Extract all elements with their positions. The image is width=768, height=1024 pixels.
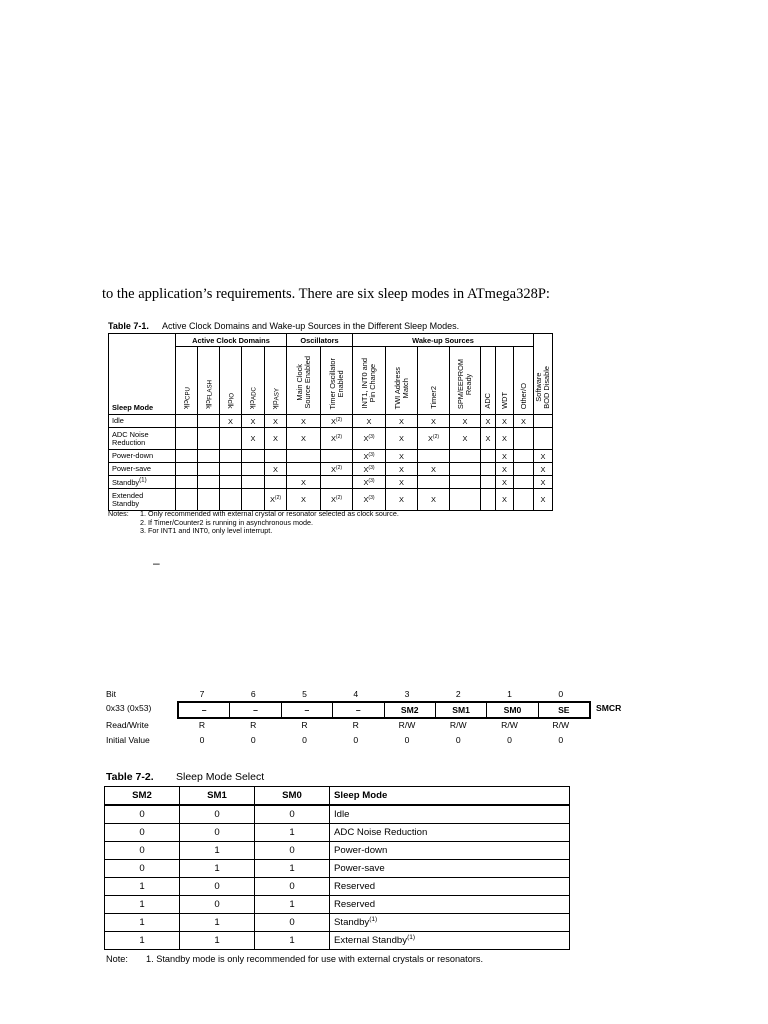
table-cell — [265, 450, 287, 463]
table1-caption — [108, 321, 459, 331]
reg-rw-value: R/W — [398, 720, 416, 730]
table2-note — [106, 954, 483, 964]
table1-title: Active Clock Domains and Wake-up Sources in the Different Sleep Modes. — [162, 321, 460, 331]
sleep-mode-header: Sleep Mode — [109, 334, 176, 415]
bit-value-cell: 1 — [255, 860, 330, 878]
table-cell — [481, 476, 496, 489]
table-cell: $X^{(2)}$ — [265, 489, 287, 511]
table-row — [105, 805, 570, 824]
table-cell — [198, 428, 220, 450]
table-cell: $X^{(3)}$ — [353, 463, 386, 476]
sleep-mode-row — [109, 450, 553, 463]
note-text: 1. Standby mode is only recommended for use with external crystals or resonators. — [146, 954, 484, 964]
reg-rw-value: R — [301, 720, 308, 730]
reg-initial-value: 0 — [353, 735, 359, 745]
table-cell — [176, 476, 198, 489]
table-cell — [176, 428, 198, 450]
bit-value-cell: 1 — [180, 914, 255, 932]
table2-caption — [106, 771, 264, 783]
sleep-mode-name: Standby$^{(1)}$ — [109, 476, 176, 489]
reg-bit-field: SE — [538, 703, 589, 717]
table-cell: X — [287, 476, 321, 489]
table-cell: $X^{(2)}$ — [321, 428, 353, 450]
col-spm-eeprom: SPM/EEPROM Ready — [450, 347, 481, 415]
oscillators-header: Oscillators — [287, 334, 353, 347]
table-cell: X — [287, 489, 321, 511]
table-cell: X — [496, 476, 514, 489]
table-cell: X — [386, 428, 418, 450]
table-cell — [220, 450, 242, 463]
col-wdt: WDT — [496, 347, 514, 415]
col-clk-asy: clk$_{ASY}$ — [265, 347, 287, 415]
table-cell: X — [496, 489, 514, 511]
table-cell — [198, 415, 220, 428]
table-cell — [220, 428, 242, 450]
note-3: 3. For INT1 and INT0, only level interrupt. — [140, 526, 273, 536]
reg-label-bit: Bit — [106, 689, 117, 699]
table-cell — [534, 415, 553, 428]
sm0-header: SM0 — [255, 787, 330, 806]
bit-value-cell: 1 — [105, 932, 180, 950]
table1-notes — [108, 510, 399, 536]
sleep-mode-cell: Power-save — [330, 860, 570, 878]
table-row — [105, 932, 570, 950]
sleep-mode-select-table — [104, 786, 570, 950]
reg-bit-number: 4 — [353, 689, 359, 699]
sleep-mode-cell: Reserved — [330, 896, 570, 914]
reg-label-initial: Initial Value — [106, 735, 150, 745]
bit-value-cell: 0 — [105, 842, 180, 860]
table-cell: X — [386, 450, 418, 463]
col-twi-address: TWI Address Match — [386, 347, 418, 415]
col-int-pin-change: INT1, INT0 and Pin Change — [353, 347, 386, 415]
reg-rw-value: R — [198, 720, 206, 730]
sleep-mode-cell: ADC Noise Reduction — [330, 824, 570, 842]
table-cell: X — [418, 415, 450, 428]
col-timer-osc: Timer Oscillator Enabled — [321, 347, 353, 415]
table-cell — [287, 450, 321, 463]
table-cell: X — [534, 450, 553, 463]
intro-paragraph: to the application’s requirements. There are six sleep modes in ATmega328P: — [102, 286, 550, 302]
table-cell: $X^{(2)}$ — [321, 489, 353, 511]
sleep-mode-cell: Idle — [330, 805, 570, 824]
reg-bit-number: 2 — [455, 689, 461, 699]
table-cell: X — [481, 415, 496, 428]
sleep-mode-row — [109, 489, 553, 511]
table-cell — [176, 450, 198, 463]
table-cell: X — [534, 476, 553, 489]
reg-bit-field: SM2 — [384, 703, 435, 717]
table-cell: $X^{(2)}$ — [321, 415, 353, 428]
table-cell: X — [386, 463, 418, 476]
sleep-mode-cell: Standby$^{(1)}$ — [330, 914, 570, 932]
sleep-mode-cell: Reserved — [330, 878, 570, 896]
table-cell: X — [242, 428, 265, 450]
sleep-mode-row — [109, 463, 553, 476]
reg-bit-field: – — [229, 703, 280, 717]
table-cell — [514, 476, 534, 489]
bit-value-cell: 1 — [105, 896, 180, 914]
table-cell: $X^{(3)}$ — [353, 428, 386, 450]
active-clock-domains-header: Active Clock Domains — [176, 334, 287, 347]
table-cell: X — [418, 489, 450, 511]
table-cell: $X^{(2)}$ — [418, 428, 450, 450]
table-cell: X — [287, 415, 321, 428]
note-1: 1. Only recommended with external crystal or resonator selected as clock source. — [140, 509, 399, 518]
table-cell — [450, 489, 481, 511]
sm2-header: SM2 — [105, 787, 180, 806]
table-cell: $X^{(3)}$ — [353, 489, 386, 511]
table-cell: X — [418, 463, 450, 476]
reg-bit-number: 0 — [558, 689, 564, 699]
reg-rw-value: R/W — [501, 720, 518, 730]
notes-label: Notes: — [108, 509, 129, 518]
table-cell — [514, 450, 534, 463]
table1-label: Table 7-1. — [108, 321, 149, 331]
table-row — [105, 896, 570, 914]
table-cell — [418, 450, 450, 463]
bit-value-cell: 0 — [105, 824, 180, 842]
reg-bit-number: 5 — [302, 689, 307, 699]
reg-bit-field: SM0 — [486, 703, 537, 717]
table-cell — [198, 489, 220, 511]
table-cell — [265, 476, 287, 489]
reg-rw-value: R — [352, 720, 359, 730]
table-cell: X — [353, 415, 386, 428]
col-clk-io: clk$_{IO}$ — [220, 347, 242, 415]
table-cell: X — [496, 428, 514, 450]
reg-initial-value: 0 — [507, 735, 512, 745]
table-cell — [198, 463, 220, 476]
table-cell — [481, 463, 496, 476]
reg-label-rw: Read/Write — [106, 720, 149, 730]
table-cell — [514, 463, 534, 476]
register-bit-fields — [177, 701, 591, 719]
wakeup-sources-header: Wake-up Sources — [353, 334, 534, 347]
table-cell: X — [450, 415, 481, 428]
sleep-mode-cell: External Standby$^{(1)}$ — [330, 932, 570, 950]
bit-value-cell: 0 — [180, 805, 255, 824]
table-cell: X — [496, 415, 514, 428]
sleep-mode-name: Power-down — [109, 450, 176, 463]
table-cell — [481, 450, 496, 463]
sleep-mode-name: ADC Noise Reduction — [109, 428, 176, 450]
table2-label: Table 7-2. — [106, 771, 154, 783]
bit-value-cell: 1 — [180, 860, 255, 878]
table-cell: X — [496, 463, 514, 476]
table-cell: X — [514, 415, 534, 428]
table2-title: Sleep Mode Select — [176, 771, 265, 783]
table-cell: X — [496, 450, 514, 463]
reg-bit-field: – — [201, 705, 207, 715]
sm1-header: SM1 — [180, 787, 255, 806]
register-name: SMCR — [596, 703, 622, 713]
reg-bit-number: 1 — [507, 689, 512, 699]
col-clk-adc: clk$_{ADC}$ — [242, 347, 265, 415]
bit-value-cell: 0 — [180, 878, 255, 896]
reg-bit-number: 3 — [404, 689, 410, 699]
table-cell: X — [481, 428, 496, 450]
sleep-modes-table — [108, 333, 553, 511]
sleep-mode-name: Extended Standby — [109, 489, 176, 511]
bit-value-cell: 0 — [180, 896, 255, 914]
table-cell — [176, 415, 198, 428]
reg-rw-value: R/W — [552, 720, 570, 730]
reg-bit-number: 7 — [199, 689, 205, 699]
reg-label-address: 0x33 (0x53) — [106, 703, 152, 713]
table-row — [105, 914, 570, 932]
table-row — [105, 860, 570, 878]
bit-value-cell: 1 — [255, 896, 330, 914]
table-cell — [242, 463, 265, 476]
sleep-mode-name: Idle — [109, 415, 176, 428]
col-clk-cpu: clk$_{CPU}$ — [176, 347, 198, 415]
reg-initial-value: 0 — [404, 735, 410, 745]
table-cell: X — [450, 428, 481, 450]
table-cell: $X^{(2)}$ — [321, 463, 353, 476]
table-cell — [534, 428, 553, 450]
table-cell: X — [265, 415, 287, 428]
bit-value-cell: 0 — [255, 842, 330, 860]
table-row — [105, 878, 570, 896]
dash-mark: – — [153, 556, 160, 570]
col-timer2: Timer2 — [418, 347, 450, 415]
col-main-clock: Main Clock Source Enabled — [287, 347, 321, 415]
table-cell — [176, 489, 198, 511]
table-cell: X — [534, 463, 553, 476]
bit-value-cell: 1 — [105, 878, 180, 896]
table-cell — [514, 428, 534, 450]
table-cell: X — [265, 428, 287, 450]
table-cell — [321, 476, 353, 489]
note-2: 2. If Timer/Counter2 is running in asynchronous mode. — [140, 517, 313, 527]
table-cell — [418, 476, 450, 489]
table-cell: $X^{(3)}$ — [353, 450, 386, 463]
table-cell — [242, 450, 265, 463]
table-cell — [287, 463, 321, 476]
table-cell — [450, 463, 481, 476]
table-cell — [198, 476, 220, 489]
table-cell: X — [386, 489, 418, 511]
table-cell: X — [242, 415, 265, 428]
note-label: Note: — [106, 954, 128, 964]
table-cell — [176, 463, 198, 476]
reg-rw-value: R — [250, 720, 257, 730]
reg-rw-value: R/W — [449, 720, 467, 730]
table-cell — [321, 450, 353, 463]
table-cell — [514, 489, 534, 511]
bit-value-cell: 1 — [180, 842, 255, 860]
table-cell — [450, 476, 481, 489]
sleep-mode-row — [109, 428, 553, 450]
table-row — [105, 842, 570, 860]
reg-bit-number: 6 — [250, 689, 256, 699]
sleep-mode-row — [109, 476, 553, 489]
reg-bit-field: SM1 — [435, 703, 486, 717]
reg-initial-value: 0 — [199, 735, 205, 745]
table-cell: X — [265, 463, 287, 476]
col-other-io: Other/O — [514, 347, 534, 415]
col-adc: ADC — [481, 347, 496, 415]
table-row — [105, 824, 570, 842]
sleep-mode-cell: Power-down — [330, 842, 570, 860]
reg-initial-value: 0 — [250, 735, 256, 745]
bit-value-cell: 1 — [105, 914, 180, 932]
table-cell: X — [287, 428, 321, 450]
reg-bit-field: – — [281, 703, 332, 717]
reg-initial-value: 0 — [558, 735, 564, 745]
bit-value-cell: 1 — [255, 932, 330, 950]
bit-value-cell: 0 — [180, 824, 255, 842]
reg-initial-value: 0 — [455, 735, 461, 745]
col-clk-flash: clk$_{FLASH}$ — [198, 347, 220, 415]
table-cell — [242, 476, 265, 489]
table-cell: X — [386, 476, 418, 489]
sleep-mode-row — [109, 415, 553, 428]
table-cell: X — [386, 415, 418, 428]
table-cell — [242, 489, 265, 511]
table-cell — [220, 489, 242, 511]
col-software-bod-disable: Software BOD Disable — [534, 334, 553, 415]
bit-value-cell: 1 — [180, 932, 255, 950]
bit-value-cell: 1 — [255, 824, 330, 842]
sleep-mode-header: Sleep Mode — [330, 787, 570, 806]
reg-initial-value: 0 — [302, 735, 307, 745]
table-cell — [220, 463, 242, 476]
bit-value-cell: 0 — [105, 805, 180, 824]
table-cell: X — [220, 415, 242, 428]
bit-value-cell: 0 — [255, 805, 330, 824]
table-cell: $X^{(3)}$ — [353, 476, 386, 489]
bit-value-cell: 0 — [105, 860, 180, 878]
table-cell: X — [534, 489, 553, 511]
reg-bit-field: – — [332, 703, 383, 717]
bit-value-cell: 0 — [255, 914, 330, 932]
sleep-mode-name: Power-save — [109, 463, 176, 476]
table-cell — [481, 489, 496, 511]
bit-value-cell: 0 — [255, 878, 330, 896]
table-cell — [450, 450, 481, 463]
table-cell — [198, 450, 220, 463]
table-cell — [220, 476, 242, 489]
